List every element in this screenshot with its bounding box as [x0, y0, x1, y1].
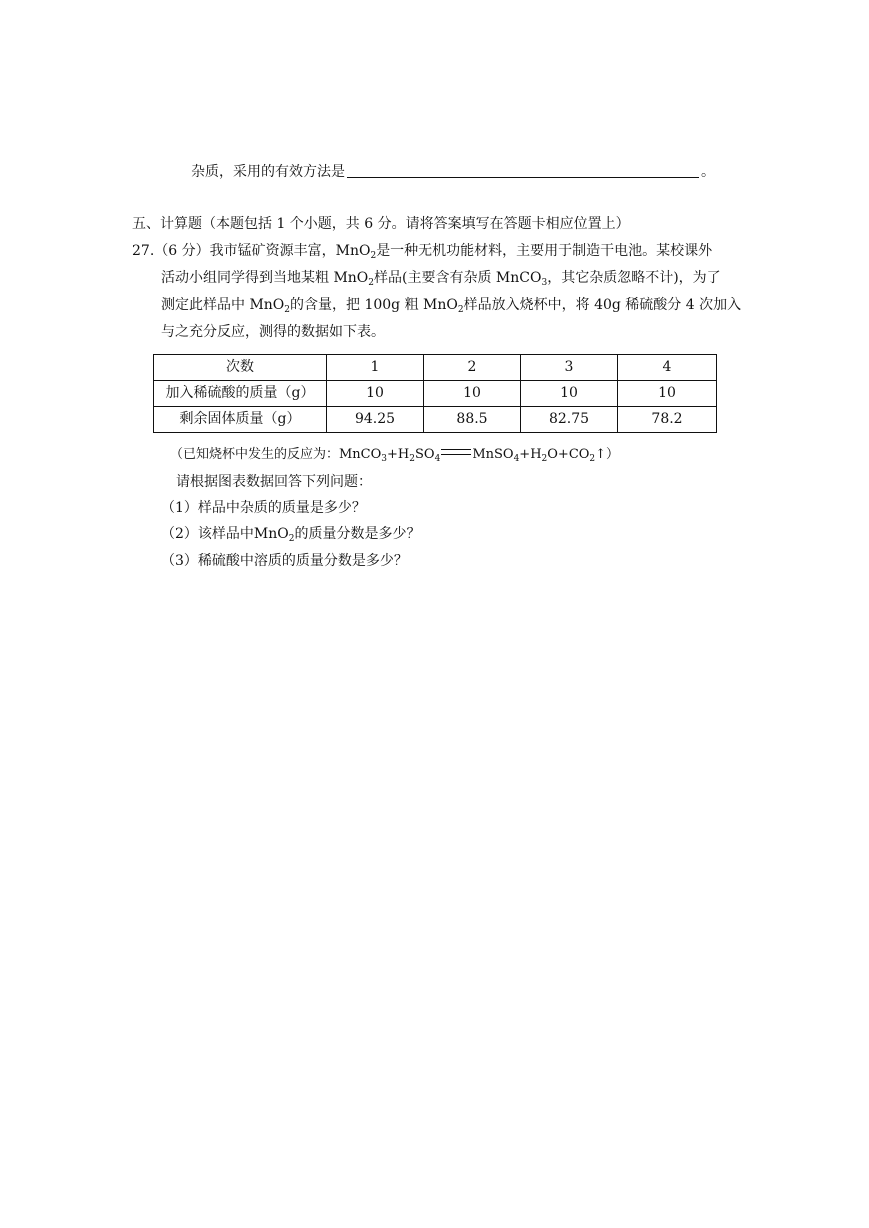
equals-sign-icon: [441, 449, 471, 455]
table-cell: 10: [327, 381, 424, 407]
table-row: [154, 407, 717, 433]
sub-question-2: （2）该样品中MnO$_2$的质量分数是多少？: [161, 526, 421, 544]
table-cell: 10: [521, 381, 618, 407]
table-cell: 10: [618, 381, 717, 407]
fill-in-suffix: 。: [701, 164, 715, 180]
data-table: [153, 354, 717, 433]
table-cell: 2: [424, 355, 521, 381]
fill-in-prefix: 杂质，采用的有效方法是: [191, 164, 345, 180]
table-cell: 10: [424, 381, 521, 407]
table-cell: 1: [327, 355, 424, 381]
sub-question-3: （3）稀硫酸中溶质的质量分数是多少？: [161, 553, 408, 569]
table-row: [154, 381, 717, 407]
table-cell: 78.2: [618, 407, 717, 433]
table-cell: 88.5: [424, 407, 521, 433]
table-header-row: [154, 355, 717, 381]
question-line-1: 27.（6 分）我市锰矿资源丰富，MnO$_2$是一种无机功能材料，主要用于制造干电池。某校课外: [132, 243, 713, 261]
question-line-4: 与之充分反应，测得的数据如下表。: [161, 324, 385, 340]
reaction-equation: （已知烧杯中发生的反应为：$MnCO_3+H_2SO_4$ $MnSO_4+H_2O+CO_2↑$）: [170, 447, 620, 464]
table-cell: 剩余固体质量（g）: [154, 407, 327, 433]
table-cell: 82.75: [521, 407, 618, 433]
question-line-2: 活动小组同学得到当地某粗 MnO$_2$样品(主要含有杂质 MnCO$_3$，其它杂质忽略不计)，为了: [161, 270, 721, 288]
table-cell: 加入稀硫酸的质量（g）: [154, 381, 327, 407]
table-cell: 次数: [154, 355, 327, 381]
table-cell: 94.25: [327, 407, 424, 433]
question-line-3: 测定此样品中 MnO$_2$的含量，把 100g 粗 MnO$_2$样品放入烧杯中，将 40g 稀硫酸分 4 次加入: [161, 297, 742, 315]
table-cell: 4: [618, 355, 717, 381]
sub-question-1: （1）样品中杂质的质量是多少？: [161, 500, 366, 516]
table-cell: 3: [521, 355, 618, 381]
section-title: 五、计算题（本题包括 1 个小题，共 6 分。请将答案填写在答题卡相应位置上）: [132, 216, 630, 232]
fill-in-line: [191, 162, 715, 182]
question-number: 27.: [132, 243, 155, 259]
answer-prompt: 请根据图表数据回答下列问题：: [176, 474, 372, 490]
answer-blank[interactable]: [347, 163, 699, 178]
